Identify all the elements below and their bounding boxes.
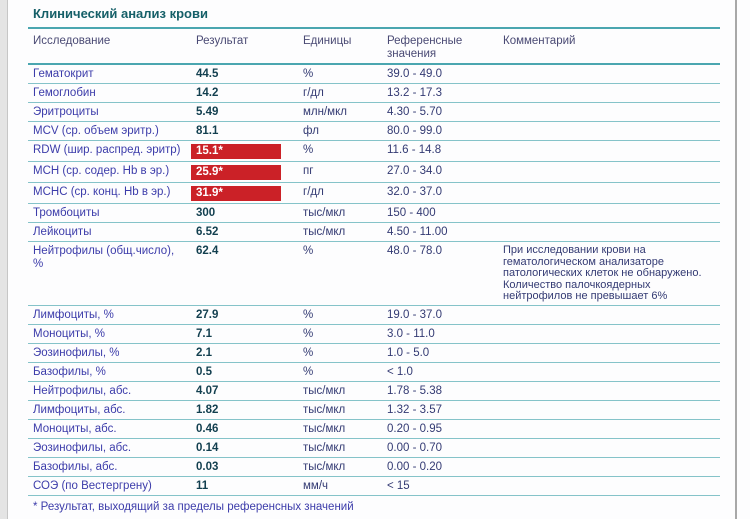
reference-range: 1.0 - 5.0 [387,346,430,359]
reference-range: 1.32 - 3.57 [387,403,442,416]
test-name: Лимфоциты, % [33,308,114,321]
test-name: СОЭ (по Вестергрену) [33,479,152,492]
reference-range: < 15 [387,479,410,492]
reference-range: 39.0 - 49.0 [387,68,442,80]
comment [503,346,720,347]
units: тыс/мкл [303,441,346,454]
units: г/дл [303,87,324,99]
window-right-edge [735,0,737,519]
comment [503,441,720,442]
test-name: Эритроциты [33,106,99,118]
result-value: 1.82 [196,403,219,416]
comment [503,327,720,328]
test-name: Нейтрофилы, абс. [33,384,132,397]
units: % [303,245,314,257]
results-table [28,29,720,496]
units: % [303,365,314,378]
reference-range: 80.0 - 99.0 [387,125,442,137]
result-value: 11 [196,479,209,492]
table-row [28,401,720,420]
reference-range: 4.30 - 5.70 [387,106,442,118]
test-name: MCV (ср. объем эритр.) [33,125,159,137]
result-value: 0.14 [196,441,219,454]
test-name: Эозинофилы, % [33,346,120,359]
comment [503,185,720,186]
column-header-test: Исследование [33,35,111,47]
window-left-edge [0,0,8,519]
test-name: RDW (шир. распред. эритр) [33,144,181,156]
units: тыс/мкл [303,207,346,219]
comment [503,143,720,144]
reference-range: 0.00 - 0.70 [387,441,442,454]
units: % [303,327,314,340]
comment [503,67,720,68]
table-row [28,458,720,477]
units: тыс/мкл [303,226,346,238]
units: г/дл [303,186,324,198]
comment [503,365,720,366]
test-name: MCH (ср. содер. Hb в эр.) [33,165,170,177]
table-row [28,344,720,363]
reference-range: 3.0 - 11.0 [387,327,435,340]
table-row [28,65,720,84]
results-table-body [28,65,720,496]
table-row [28,325,720,344]
comment [503,403,720,404]
reference-range: < 1.0 [387,365,413,378]
result-value: 44.5 [196,68,219,80]
comment [503,124,720,125]
table-row [28,420,720,439]
table-row [28,122,720,141]
test-name: Гемоглобин [33,87,96,99]
units: % [303,68,314,80]
reference-range: 27.0 - 34.0 [387,165,442,177]
comment [503,225,720,226]
comment: При исследовании крови на гематологическом анализаторе патологических клеток не обнаружено. Количество палочкоядерных нейтрофилов не превышает 6% [503,244,702,303]
units: % [303,144,314,156]
units: % [303,346,314,359]
column-header-units: Единицы [303,35,352,47]
table-row [28,363,720,382]
table-row [28,382,720,401]
result-value: 4.07 [196,384,219,397]
test-name: Моноциты, % [33,327,106,340]
units: тыс/мкл [303,422,346,435]
reference-range: 19.0 - 37.0 [387,308,442,321]
reference-range: 1.78 - 5.38 [387,384,442,397]
reference-range: 11.6 - 14.8 [387,144,442,156]
title-block [28,0,720,29]
table-row [28,162,720,183]
column-header-comment: Комментарий [503,35,576,47]
table-row [28,439,720,458]
result-value: 31.9* [191,186,281,201]
test-name: Базофилы, % [33,365,106,378]
test-name: Базофилы, абс. [33,460,118,473]
result-value: 2.1 [196,346,212,359]
reference-range: 0.00 - 0.20 [387,460,442,473]
table-row [28,204,720,223]
units: тыс/мкл [303,384,346,397]
table-header-row [28,29,720,65]
column-header-reference: Референсные значения [387,35,463,60]
units: пг [303,165,314,177]
test-name: Тромбоциты [33,207,100,219]
comment [503,479,720,480]
test-name: Лимфоциты, абс. [33,403,126,416]
units: фл [303,125,319,137]
report-content [28,0,720,513]
comment [503,422,720,423]
reference-range: 150 - 400 [387,207,436,219]
comment [503,308,720,309]
table-row [28,223,720,242]
table-row [28,306,720,325]
result-value: 7.1 [196,327,212,340]
units: мм/ч [303,479,328,492]
result-value: 0.46 [196,422,219,435]
result-value: 14.2 [196,87,219,99]
result-value: 5.49 [196,106,219,118]
result-value: 300 [196,207,216,219]
table-row [28,141,720,162]
test-name: Нейтрофилы (общ.число), % [33,245,175,270]
result-value: 15.1* [191,144,281,159]
table-row [28,84,720,103]
comment [503,164,720,165]
table-row [28,103,720,122]
units: тыс/мкл [303,460,346,473]
reference-range: 4.50 - 11.00 [387,226,448,238]
reference-range: 13.2 - 17.3 [387,87,442,99]
units: % [303,308,314,321]
test-name: МСНС (ср. конц. Hb в эр.) [33,186,171,198]
table-row [28,183,720,204]
result-value: 0.03 [196,460,219,473]
table-row [28,242,720,306]
result-value: 6.52 [196,226,219,238]
comment [503,86,720,87]
units: тыс/мкл [303,403,346,416]
report-title: Клинический анализ крови [33,6,208,21]
reference-range: 32.0 - 37.0 [387,186,442,198]
units: млн/мкл [303,106,347,118]
result-value: 62.4 [196,245,219,257]
comment [503,206,720,207]
comment [503,105,720,106]
result-value: 0.5 [196,365,212,378]
test-name: Моноциты, абс. [33,422,117,435]
test-name: Эозинофилы, абс. [33,441,132,454]
table-row [28,477,720,496]
test-name: Гематокрит [33,68,94,80]
column-header-result: Результат [196,35,249,47]
comment [503,384,720,385]
reference-range: 48.0 - 78.0 [387,245,442,257]
result-value: 27.9 [196,308,219,321]
footer-note: * Результат, выходящий за пределы референсных значений [33,500,354,513]
result-value: 81.1 [196,125,219,137]
result-value: 25.9* [191,165,281,180]
test-name: Лейкоциты [33,226,92,238]
comment [503,460,720,461]
reference-range: 0.20 - 0.95 [387,422,442,435]
